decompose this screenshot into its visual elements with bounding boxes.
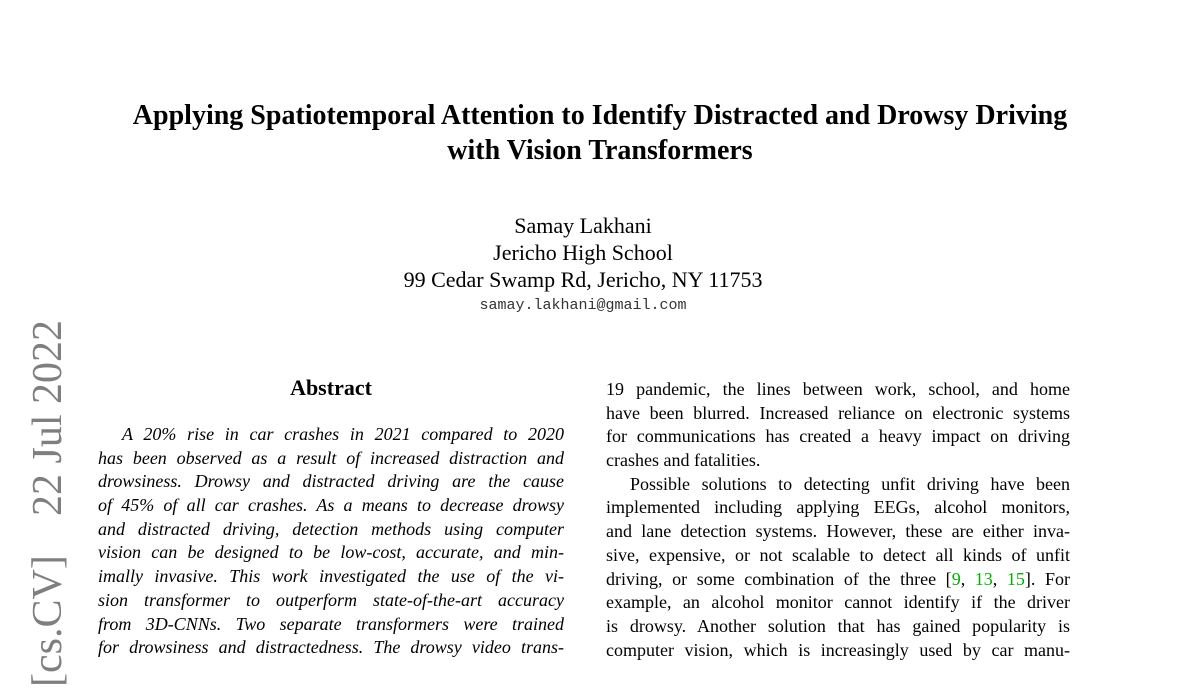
abstract-line: imally invasive. This work investigated the use of the vi-	[98, 566, 564, 587]
paper-title	[100, 98, 1100, 168]
cite-text-after: ]. For	[1024, 568, 1071, 589]
cite-separator: ,	[960, 568, 975, 589]
body-line: implemented including applying EEGs, alcohol monitors,	[606, 497, 1070, 518]
author-name: Samay Lakhani	[514, 213, 652, 238]
abstract-text	[98, 423, 564, 660]
body-line: is drowsy. Another solution that has gained popularity is	[606, 615, 1070, 636]
body-text	[606, 378, 1070, 662]
abstract-line: of 45% of all car crashes. As a means to decrease drowsy	[98, 495, 564, 516]
body-line: for communications has created a heavy impact on driving	[606, 426, 1070, 447]
cite-separator: ,	[992, 568, 1007, 589]
abstract-heading: Abstract	[290, 375, 372, 400]
abstract-line: for drowsiness and distractedness. The drowsy video trans-	[98, 637, 564, 658]
body-line: example, an alcohol monitor cannot identify if the driver	[606, 592, 1070, 613]
abstract-line: and distracted driving, detection methods using computer	[98, 518, 564, 539]
cite-text-before: driving, or some combination of the three [	[606, 568, 952, 589]
body-line: Possible solutions to detecting unfit driving have been	[630, 473, 1070, 494]
body-line: computer vision, which is increasingly used by car manu-	[606, 639, 1070, 660]
abstract-line: drowsiness. Drowsy and distracted driving are the cause	[98, 471, 564, 492]
body-line: sive, expensive, or not scalable to detect all kinds of unfit	[606, 544, 1070, 565]
abstract-line: sion transformer to outperform state-of-the-art accuracy	[98, 589, 564, 610]
body-line-with-citations	[606, 568, 1070, 592]
author-email: samay.lakhani@gmail.com	[479, 297, 687, 314]
arxiv-stamp	[24, 320, 72, 687]
abstract-line: from 3D-CNNs. Two separate transformers were trained	[98, 613, 564, 634]
paper-title-line-1: Applying Spatiotemporal Attention to Identify Distracted and Drowsy Driving	[132, 100, 1068, 131]
body-line: crashes and fatalities.	[606, 450, 761, 471]
author-affiliation: Jericho High School	[493, 240, 673, 265]
body-line: and lane detection systems. However, these are either inva-	[606, 521, 1070, 542]
abstract-line: vision can be designed to be low-cost, accurate, and min-	[98, 542, 564, 563]
arxiv-category: [cs.CV]	[25, 555, 71, 687]
citation-link[interactable]: 9	[951, 568, 961, 589]
abstract-line: A 20% rise in car crashes in 2021 compared to 2020	[122, 424, 564, 444]
body-line: 19 pandemic, the lines between work, school, and home	[606, 379, 1070, 399]
paper-title-line-2: with Vision Transformers	[447, 135, 753, 166]
body-line: have been blurred. Increased reliance on electronic systems	[606, 402, 1070, 423]
abstract-line: has been observed as a result of increased distraction and	[98, 447, 564, 468]
citation-link[interactable]: 15	[1006, 568, 1025, 589]
citation-link[interactable]: 13	[974, 568, 993, 589]
author-block	[300, 212, 866, 319]
author-address: 99 Cedar Swamp Rd, Jericho, NY 11753	[403, 267, 763, 292]
abstract-section	[98, 373, 564, 660]
arxiv-date: 22 Jul 2022	[25, 320, 71, 517]
